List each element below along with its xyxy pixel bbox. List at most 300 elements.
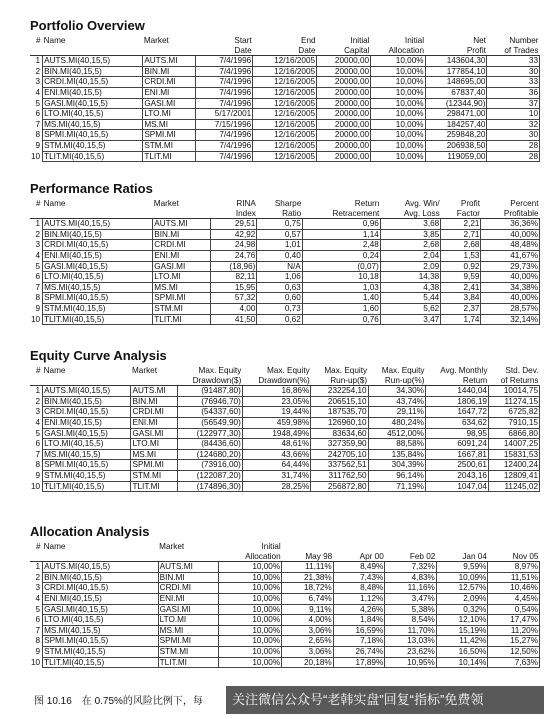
table-cell: 1806,19	[425, 396, 488, 407]
table-cell: 8	[35, 293, 41, 303]
table-cell: ENI.MI	[143, 87, 196, 98]
table-cell: 304,39%	[368, 460, 425, 471]
table-cell: 40,00%	[481, 293, 540, 304]
table-cell: 3,06%	[282, 625, 334, 636]
column-header: #	[36, 542, 41, 551]
watermark-banner: 关注微信公众号“老韩实盘”回复“指标”免费领	[226, 686, 544, 714]
table-cell: 29,51	[211, 219, 257, 230]
header-row	[30, 376, 540, 386]
column-header	[158, 552, 219, 562]
column-header: Max. Equity	[198, 366, 242, 375]
table-cell: 480,24%	[368, 417, 425, 428]
table-cell: 5	[35, 98, 41, 108]
table-cell: 20000,00	[317, 130, 371, 141]
equity-curve-table	[30, 366, 540, 492]
table-cell: 8,49%	[333, 562, 385, 573]
table-cell: GASI.MI(40,15,5)	[43, 604, 159, 615]
table-cell: 1	[35, 386, 41, 396]
table-row	[30, 219, 540, 230]
table-cell: 2,68	[380, 240, 440, 251]
table-cell: 9	[35, 646, 41, 656]
column-header: Nov 05	[488, 552, 540, 562]
table-cell: 33	[487, 56, 540, 67]
column-header: Factor	[441, 209, 481, 219]
table-cell: 10	[487, 109, 540, 120]
table-cell: 3,47	[380, 314, 440, 325]
table-row	[30, 130, 540, 141]
table-cell: CRDI.MI(40,15,5)	[43, 77, 143, 88]
table-cell: (122087,20)	[177, 470, 242, 481]
table-cell: 28,25%	[242, 481, 310, 492]
table-cell: 7,32%	[385, 562, 437, 573]
table-row	[30, 428, 540, 439]
table-cell: 0,76	[302, 314, 380, 325]
table-cell: 3	[35, 77, 41, 87]
table-cell: 9	[35, 470, 41, 480]
table-cell: 2	[35, 229, 41, 239]
column-header: Percent	[510, 199, 539, 208]
table-cell: STM.MI	[153, 303, 211, 314]
column-header: Apr 00	[333, 552, 385, 562]
table-cell: ENI.MI(40,15,5)	[43, 250, 153, 261]
table-cell: (84436,60)	[177, 439, 242, 450]
table-cell: BIN.MI	[131, 396, 177, 407]
table-cell: 12/16/2005	[253, 119, 317, 130]
table-cell: 7/4/1996	[195, 151, 252, 162]
table-cell: 1647,72	[425, 407, 488, 418]
table-cell: GASI.MI	[158, 604, 219, 615]
table-cell: 10,00%	[219, 646, 282, 657]
column-header: Index	[211, 209, 257, 219]
table-cell: 36,36%	[481, 219, 540, 230]
table-cell: 11274,15	[488, 396, 539, 407]
table-cell: 88,58%	[368, 439, 425, 450]
table-cell: 31,74%	[242, 470, 310, 481]
table-cell: 337562,51	[311, 460, 368, 471]
table-cell: 28	[487, 151, 540, 162]
table-cell: 3,84	[441, 293, 481, 304]
table-row	[30, 261, 540, 272]
table-cell: 10,00%	[371, 109, 425, 120]
table-cell: 206515,10	[311, 396, 368, 407]
table-cell: (124680,20)	[177, 449, 242, 460]
table-cell: (54337,60)	[177, 407, 242, 418]
table-cell: 32,14%	[481, 314, 540, 325]
column-header: Ratio	[257, 209, 302, 219]
table-cell: 4	[35, 593, 41, 603]
table-cell: 10,14%	[436, 657, 488, 668]
table-row	[30, 604, 540, 615]
column-header	[43, 46, 143, 56]
table-row	[30, 56, 540, 67]
table-row	[30, 293, 540, 304]
table-cell: 12809,41	[488, 470, 539, 481]
column-header: Date	[195, 46, 252, 56]
table-cell: 12/16/2005	[253, 151, 317, 162]
table-cell: 7	[35, 625, 41, 635]
table-cell: 3,06%	[282, 646, 334, 657]
table-cell: 8	[35, 636, 41, 646]
table-cell: 12/16/2005	[253, 140, 317, 151]
column-header: Drawdown($)	[177, 376, 242, 386]
table-cell: CRDI.MI	[158, 583, 219, 594]
table-cell: 242705,10	[311, 449, 368, 460]
table-cell: 7/4/1996	[195, 77, 252, 88]
table-cell: TLIT.MI(40,15,5)	[43, 151, 143, 162]
table-cell: LTO.MI	[143, 109, 196, 120]
table-cell: 327359,90	[311, 439, 368, 450]
table-cell: 10,00%	[219, 615, 282, 626]
table-cell: 10,00%	[371, 77, 425, 88]
column-header: May 98	[282, 552, 334, 562]
table-cell: SPMI.MI(40,15,5)	[43, 460, 131, 471]
table-cell: 71,19%	[368, 481, 425, 492]
table-cell: 10,00%	[219, 636, 282, 647]
table-cell: 10,00%	[219, 604, 282, 615]
column-header	[30, 552, 43, 562]
table-cell: 21,38%	[282, 572, 334, 583]
table-cell: 5,38%	[385, 604, 437, 615]
table-cell: 20000,00	[317, 119, 371, 130]
column-header: Market	[131, 366, 158, 375]
column-header: of Returns	[488, 376, 539, 386]
table-cell: 10,00%	[219, 593, 282, 604]
table-cell: 7	[35, 119, 41, 129]
table-cell: GASI.MI(40,15,5)	[43, 428, 131, 439]
table-row	[30, 119, 540, 130]
table-cell: 206938,50	[425, 140, 487, 151]
column-header	[30, 46, 43, 56]
section-title: Performance Ratios	[30, 181, 153, 196]
column-header	[43, 552, 159, 562]
column-header: #	[36, 366, 41, 375]
table-cell: 8,48%	[333, 583, 385, 594]
table-cell: TLIT.MI(40,15,5)	[43, 657, 159, 668]
table-cell: 8	[35, 460, 41, 470]
table-cell: 9,59%	[436, 562, 488, 573]
table-cell: MS.MI	[158, 625, 219, 636]
table-cell: MS.MI(40,15,5)	[43, 119, 143, 130]
table-row	[30, 396, 540, 407]
column-header	[30, 209, 43, 219]
table-row	[30, 449, 540, 460]
table-cell: 7/4/1996	[195, 87, 252, 98]
column-header: Profit	[425, 46, 487, 56]
table-cell: 311762,50	[311, 470, 368, 481]
table-cell: 4,26%	[333, 604, 385, 615]
column-header: Profit	[460, 199, 480, 208]
section-title: Portfolio Overview	[30, 18, 145, 33]
table-cell: BIN.MI(40,15,5)	[43, 66, 143, 77]
table-cell: 9	[35, 303, 41, 313]
table-cell: 40,00%	[481, 229, 540, 240]
table-cell: 20,18%	[282, 657, 334, 668]
table-cell: SPMI.MI(40,15,5)	[43, 130, 143, 141]
table-cell: 6866,80	[488, 428, 539, 439]
table-cell: 10,00%	[219, 657, 282, 668]
table-cell: 143604,30	[425, 56, 487, 67]
column-header	[488, 542, 540, 552]
table-cell: 48,48%	[481, 240, 540, 251]
table-cell: 5,62	[380, 303, 440, 314]
table-cell: 2	[35, 396, 41, 406]
table-row	[30, 229, 540, 240]
column-header: Return	[354, 199, 380, 208]
table-cell: 7/4/1996	[195, 98, 252, 109]
header-row	[30, 209, 540, 219]
table-cell: 10,00%	[371, 140, 425, 151]
table-row	[30, 439, 540, 450]
table-cell: 12/16/2005	[253, 66, 317, 77]
table-cell: 4	[35, 250, 41, 260]
table-cell: 1	[35, 56, 41, 66]
table-cell: 2,09	[380, 261, 440, 272]
table-row	[30, 636, 540, 647]
table-cell: 6	[35, 615, 41, 625]
table-cell: 10,09%	[436, 572, 488, 583]
table-cell: 2	[35, 572, 41, 582]
column-header: Initial	[350, 36, 370, 45]
table-cell: 12/16/2005	[253, 98, 317, 109]
table-row	[30, 303, 540, 314]
table-cell: 2,41	[441, 282, 481, 293]
table-cell: 4,38	[380, 282, 440, 293]
table-cell: 8,54%	[385, 615, 437, 626]
table-cell: 20000,00	[317, 56, 371, 67]
table-row	[30, 386, 540, 397]
column-header: #	[36, 36, 41, 45]
table-cell: 20000,00	[317, 66, 371, 77]
table-cell: 11,11%	[282, 562, 334, 573]
table-cell: 1,40	[302, 293, 380, 304]
allocation-analysis-table	[30, 542, 540, 668]
table-cell: 1667,81	[425, 449, 488, 460]
table-cell: 14,38	[380, 272, 440, 283]
table-cell: 30	[487, 130, 540, 141]
table-cell: 15,27%	[488, 636, 540, 647]
table-cell: ENI.MI	[131, 417, 177, 428]
table-cell: BIN.MI(40,15,5)	[43, 396, 131, 407]
table-cell: 126960,10	[311, 417, 368, 428]
table-cell: 2	[35, 66, 41, 76]
table-cell: 4,00	[211, 303, 257, 314]
table-cell: GASI.MI(40,15,5)	[43, 98, 143, 109]
column-header: Jan 04	[436, 552, 488, 562]
table-row	[30, 583, 540, 594]
table-cell: 119059,00	[425, 151, 487, 162]
table-cell: 10,00%	[371, 66, 425, 77]
table-cell: GASI.MI	[153, 261, 211, 272]
column-header: Run-up($)	[311, 376, 368, 386]
table-cell: CRDI.MI	[131, 407, 177, 418]
table-cell: 32	[487, 119, 540, 130]
table-row	[30, 151, 540, 162]
table-cell: TLIT.MI	[153, 314, 211, 325]
table-cell: 41,50	[211, 314, 257, 325]
table-cell: 12/16/2005	[253, 56, 317, 67]
table-cell: 24,98	[211, 240, 257, 251]
table-cell: 12/16/2005	[253, 130, 317, 141]
table-cell: 20000,00	[317, 77, 371, 88]
column-header	[385, 542, 437, 552]
table-cell: 148695,00	[425, 77, 487, 88]
table-cell: 6,74%	[282, 593, 334, 604]
table-cell: 33	[487, 77, 540, 88]
table-cell: AUTS.MI(40,15,5)	[43, 562, 159, 573]
table-cell: 37	[487, 98, 540, 109]
table-cell: 10,00%	[371, 98, 425, 109]
column-header: Allocation	[219, 552, 282, 562]
table-cell: GASI.MI	[143, 98, 196, 109]
column-header: Run-up(%)	[368, 376, 425, 386]
table-cell: 20000,00	[317, 87, 371, 98]
column-header: Profitable	[481, 209, 540, 219]
table-cell: 0,54%	[488, 604, 540, 615]
table-row	[30, 460, 540, 471]
table-row	[30, 140, 540, 151]
table-cell: 5	[35, 604, 41, 614]
table-cell: 2,71	[441, 229, 481, 240]
table-row	[30, 481, 540, 492]
table-cell: MS.MI(40,15,5)	[43, 449, 131, 460]
table-cell: 29,73%	[481, 261, 540, 272]
table-cell: 7	[35, 282, 41, 292]
table-cell: 2,21	[441, 219, 481, 230]
table-cell: 98,95	[425, 428, 488, 439]
table-row	[30, 646, 540, 657]
table-cell: STM.MI(40,15,5)	[43, 470, 131, 481]
table-cell: N/A	[257, 261, 302, 272]
table-cell: 36	[487, 87, 540, 98]
table-cell: 28	[487, 140, 540, 151]
column-header: Max. Equity	[266, 366, 310, 375]
table-cell: 20000,00	[317, 109, 371, 120]
table-cell: (56549,90)	[177, 417, 242, 428]
header-row	[30, 542, 540, 552]
section-title: Allocation Analysis	[30, 524, 150, 539]
table-cell: 2043,16	[425, 470, 488, 481]
table-cell: 11245,02	[488, 481, 539, 492]
portfolio-overview-section	[30, 18, 540, 162]
table-cell: 4,45%	[488, 593, 540, 604]
table-row	[30, 572, 540, 583]
table-cell: 2,68	[441, 240, 481, 251]
table-row	[30, 77, 540, 88]
table-cell: 12/16/2005	[253, 87, 317, 98]
table-cell: AUTS.MI(40,15,5)	[43, 56, 143, 67]
table-cell: 23,05%	[242, 396, 310, 407]
table-cell: 6	[35, 439, 41, 449]
column-header	[43, 376, 131, 386]
table-row	[30, 470, 540, 481]
table-cell: TLIT.MI	[143, 151, 196, 162]
table-cell: GASI.MI	[131, 428, 177, 439]
column-header: Name	[43, 542, 66, 551]
table-cell: 7910,15	[488, 417, 539, 428]
table-cell: 1,01	[257, 240, 302, 251]
table-cell: 11,16%	[385, 583, 437, 594]
table-cell: 184257,40	[425, 119, 487, 130]
column-header: Date	[253, 46, 317, 56]
table-cell: LTO.MI(40,15,5)	[43, 109, 143, 120]
table-cell: 135,84%	[368, 449, 425, 460]
table-cell: 10,00%	[219, 562, 282, 573]
table-cell: 10014,75	[488, 386, 539, 397]
table-cell: 6	[35, 272, 41, 282]
table-cell: 11,20%	[488, 625, 540, 636]
table-cell: SPMI.MI	[158, 636, 219, 647]
equity-curve-section	[30, 348, 540, 492]
table-cell: 12/16/2005	[253, 77, 317, 88]
header-row	[30, 46, 540, 56]
table-cell: ENI.MI(40,15,5)	[43, 87, 143, 98]
column-header: Allocation	[371, 46, 425, 56]
header-row	[30, 366, 540, 376]
table-cell: 7/4/1996	[195, 66, 252, 77]
table-cell: 20000,00	[317, 140, 371, 151]
table-cell: 10,00%	[219, 583, 282, 594]
table-cell: TLIT.MI(40,15,5)	[43, 314, 153, 325]
table-cell: 2500,61	[425, 460, 488, 471]
table-cell: SPMI.MI	[131, 460, 177, 471]
column-header	[143, 46, 196, 56]
table-cell: (174896,30)	[177, 481, 242, 492]
table-cell: 3	[35, 583, 41, 593]
table-cell: 10,18	[302, 272, 380, 283]
column-header: End	[301, 36, 316, 45]
table-cell: (73916,00)	[177, 460, 242, 471]
table-cell: 82,11	[211, 272, 257, 283]
table-row	[30, 240, 540, 251]
table-cell: 1,84%	[333, 615, 385, 626]
table-cell: AUTS.MI	[158, 562, 219, 573]
table-cell: 2,09%	[436, 593, 488, 604]
table-cell: 1	[35, 219, 41, 229]
column-header: Feb 02	[385, 552, 437, 562]
table-cell: BIN.MI	[143, 66, 196, 77]
table-cell: 2,48	[302, 240, 380, 251]
table-cell: 9	[35, 140, 41, 150]
table-cell: (12344,90)	[425, 98, 487, 109]
table-cell: 4512,00%	[368, 428, 425, 439]
table-cell: 34,30%	[368, 386, 425, 397]
table-cell: AUTS.MI	[131, 386, 177, 397]
table-cell: (18,96)	[211, 261, 257, 272]
table-cell: 17,47%	[488, 615, 540, 626]
table-cell: MS.MI(40,15,5)	[43, 282, 153, 293]
table-cell: 2,04	[380, 250, 440, 261]
header-row	[30, 552, 540, 562]
table-cell: 3,85	[380, 229, 440, 240]
table-cell: 11,70%	[385, 625, 437, 636]
column-header	[333, 542, 385, 552]
table-cell: 3	[35, 240, 41, 250]
column-header	[43, 209, 153, 219]
table-row	[30, 657, 540, 668]
performance-ratios-table	[30, 199, 540, 325]
table-cell: 4,00%	[282, 615, 334, 626]
column-header: Net	[473, 36, 486, 45]
column-header: Return	[425, 376, 488, 386]
table-cell: 12,10%	[436, 615, 488, 626]
table-cell: 16,59%	[333, 625, 385, 636]
table-cell: 17,89%	[333, 657, 385, 668]
table-cell: 10	[31, 314, 41, 324]
column-header	[30, 376, 43, 386]
table-cell: (91487,80)	[177, 386, 242, 397]
table-cell: 10,00%	[219, 572, 282, 583]
table-cell: CRDI.MI(40,15,5)	[43, 583, 159, 594]
